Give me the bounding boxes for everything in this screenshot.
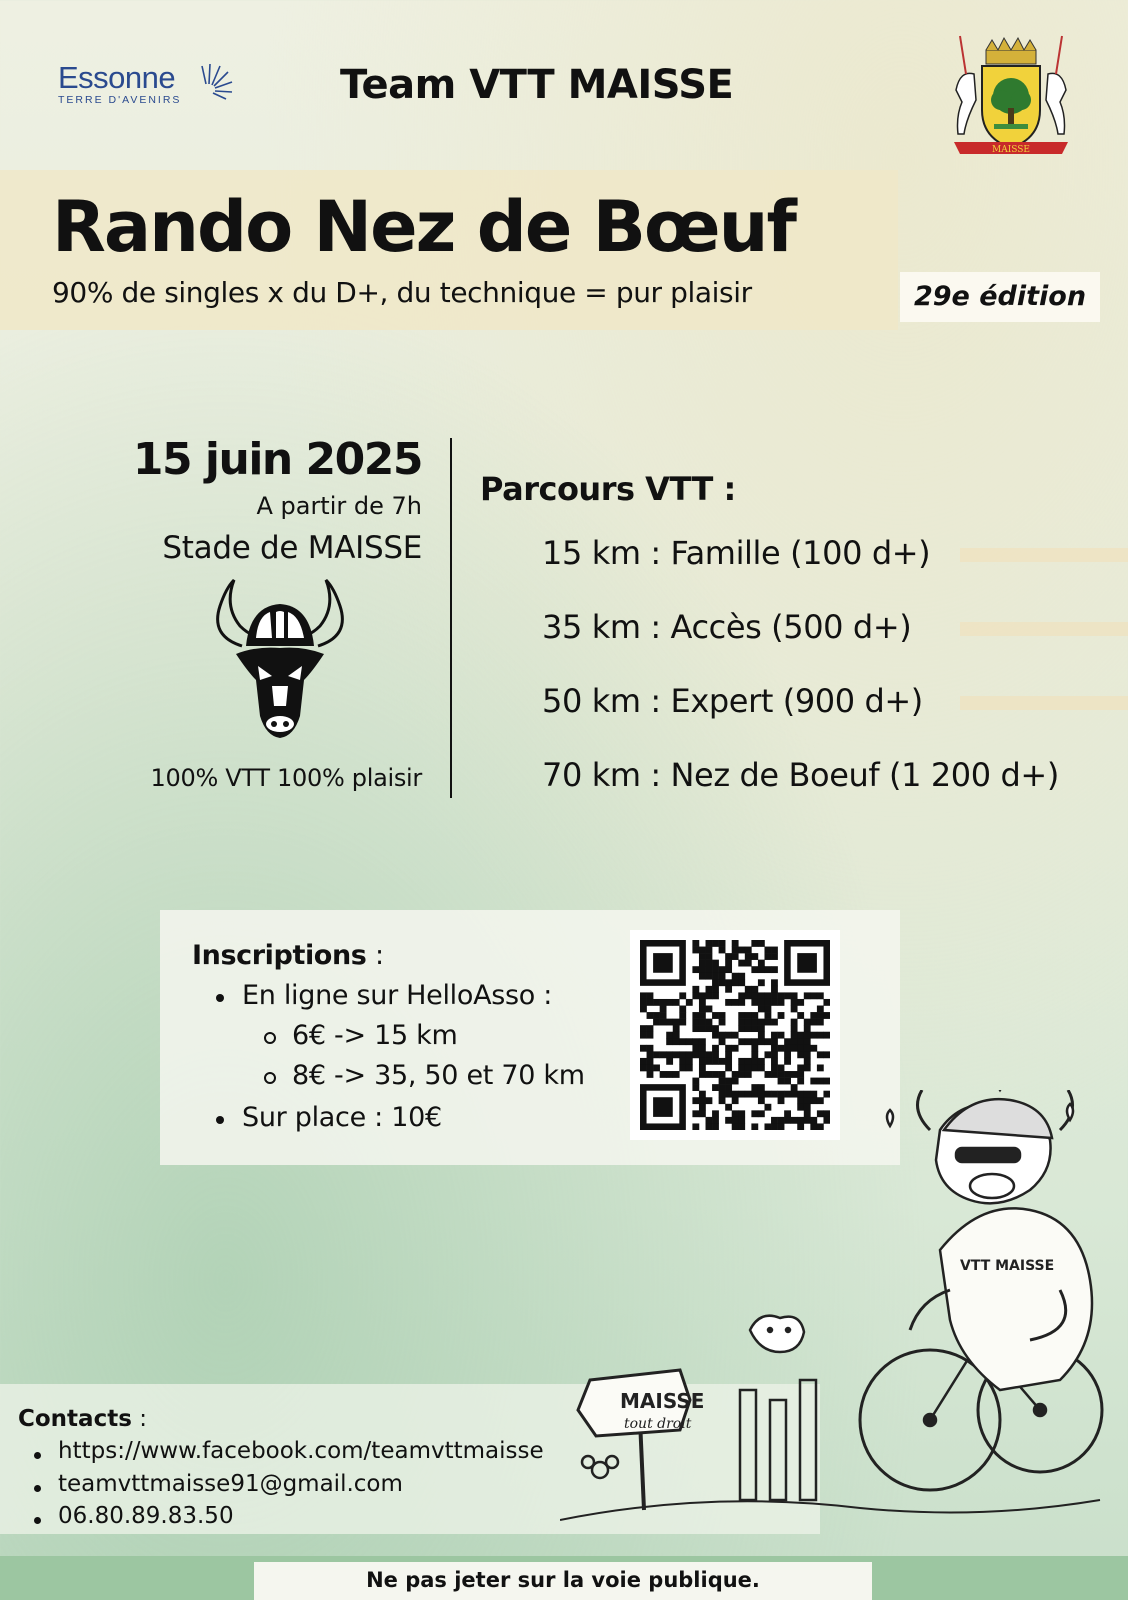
- slogan: 100% VTT 100% plaisir: [150, 764, 422, 792]
- route-item: 15 km : Famille (100 d+): [542, 534, 931, 572]
- sun-rays-icon: [200, 60, 234, 100]
- coat-of-arms: [946, 30, 1076, 160]
- event-location: Stade de MAISSE: [162, 530, 422, 566]
- bullet: [34, 1452, 41, 1459]
- contacts-title: Contacts :: [18, 1406, 147, 1432]
- route-item: 35 km : Accès (500 d+): [542, 608, 912, 646]
- registration-price-15km: 6€ -> 15 km: [292, 1020, 458, 1051]
- route-item: 50 km : Expert (900 d+): [542, 682, 923, 720]
- svg-text:tout droit: tout droit: [624, 1416, 692, 1432]
- registration-onsite: Sur place : 10€: [242, 1102, 442, 1133]
- bullet: [34, 1517, 41, 1524]
- event-date: 15 juin 2025: [132, 434, 422, 485]
- bullet: [216, 994, 224, 1002]
- contact-email-link[interactable]: teamvttmaisse91@gmail.com: [58, 1471, 403, 1497]
- bullet: [34, 1485, 41, 1492]
- footer-notice: Ne pas jeter sur la voie publique.: [366, 1568, 760, 1592]
- sub-bullet: [264, 1032, 276, 1044]
- cyclist-bull-illustration: [560, 1090, 1128, 1550]
- edition-badge: 29e édition: [900, 272, 1100, 322]
- registration-online: En ligne sur HelloAsso :: [242, 980, 553, 1011]
- contact-phone: 06.80.89.83.50: [58, 1503, 234, 1529]
- vertical-divider: [450, 438, 452, 798]
- page-title: Rando Nez de Bœuf: [52, 186, 795, 268]
- svg-text:MAISSE: MAISSE: [620, 1389, 705, 1413]
- essonne-logo-word: Essonne: [58, 60, 176, 95]
- contact-facebook-link[interactable]: https://www.facebook.com/teamvttmaisse: [58, 1438, 544, 1464]
- bull-helmet-logo: [200, 576, 360, 746]
- team-title: Team VTT MAISSE: [340, 62, 734, 108]
- routes-title: Parcours VTT :: [480, 470, 736, 508]
- event-start-time: A partir de 7h: [256, 492, 422, 520]
- registration-title: Inscriptions :: [192, 940, 385, 971]
- route-item: 70 km : Nez de Boeuf (1 200 d+): [542, 756, 1059, 794]
- bullet: [216, 1116, 224, 1124]
- essonne-logo: [58, 60, 238, 120]
- svg-text:VTT MAISSE: VTT MAISSE: [960, 1258, 1055, 1274]
- essonne-logo-tagline: TERRE D'AVENIRS: [58, 94, 182, 106]
- registration-price-long: 8€ -> 35, 50 et 70 km: [292, 1060, 585, 1091]
- sub-bullet: [264, 1072, 276, 1084]
- subtitle: 90% de singles x du D+, du technique = pur plaisir: [52, 276, 752, 309]
- svg-text:MAISSE: MAISSE: [991, 145, 1031, 155]
